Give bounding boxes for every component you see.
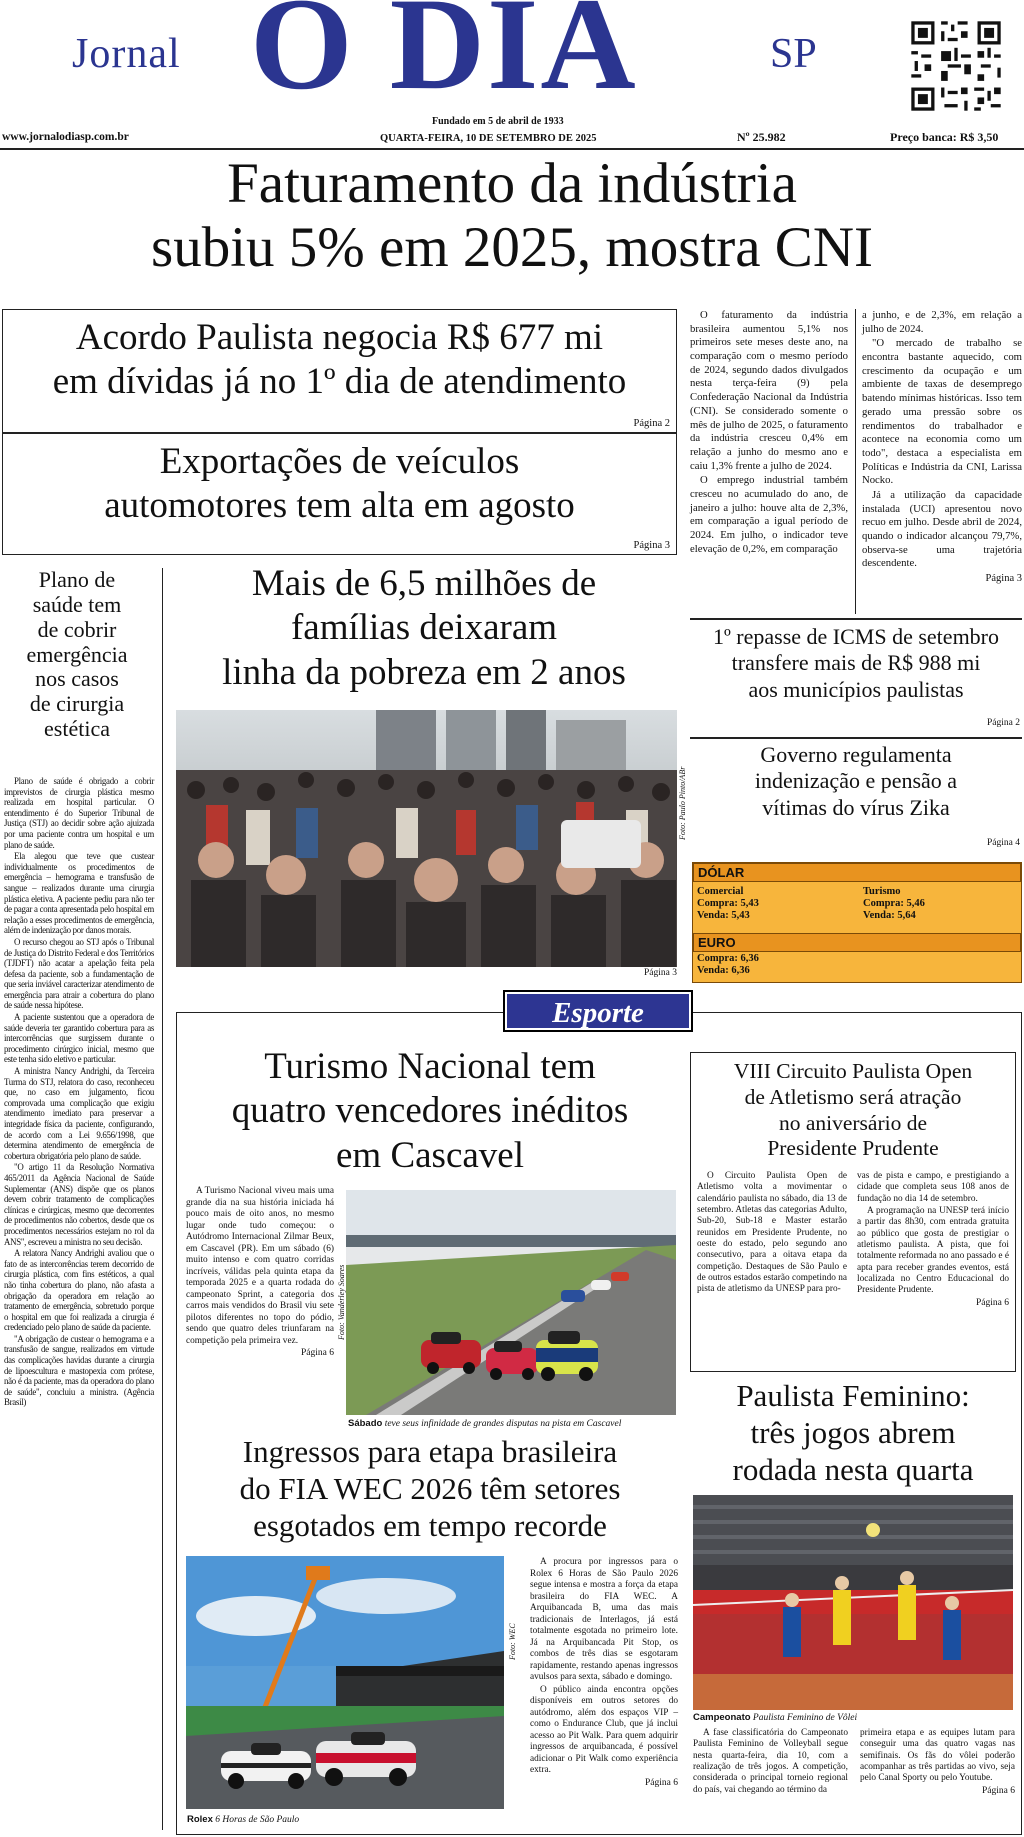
qr-code-icon <box>908 18 1004 114</box>
atletismo-headline-line1: VIII Circuito Paulista Open <box>733 1059 973 1083</box>
wec-headline[interactable] <box>180 1434 680 1545</box>
plano-column-divider <box>162 568 163 1830</box>
turismo-photo <box>346 1190 676 1415</box>
feminino-headline-line3: rodada nesta quarta <box>732 1451 974 1487</box>
turismo-headline-line3: em Cascavel <box>336 1134 524 1176</box>
plano-paragraph: A relatora Nancy Andrighi avaliou que o fato de as intercorrências terem decorrido de cirurgia plástica, com fins estéticos, a qual não tinha cobertura do plano, não afasta a obrigação da operadora em relação ao tratamento de emergência, sobretudo porque o hospital em que foi realizada a cirurgia é credenciado pelo plano de saúde da paciente. <box>4 1248 154 1333</box>
qr-code <box>908 18 1004 114</box>
turismo-caption-bold: Sábado <box>348 1418 383 1429</box>
cni-paragraph: O faturamento da indústria brasileira aumentou 5,1% nos primeiros sete meses deste ano, na comparação com o mesmo período de 2024, segundo dados divulgados nesta terça-feira (9) pela Confederação Nacional da Indústria (CNI). Se considerado somente o mês de julho de 2025, o faturamento da indústria cresceu 0,4% em relação a junho do mesmo ano e caiu 1,3% frente a julho de 2024. <box>690 309 848 472</box>
turismo-venda: Venda: 5,64 <box>863 910 916 922</box>
plano-paragraph: "A obrigação de custear o hemograma e a transfusão de sangue, realizados em virtude das complicações havidas durante a cirurgia de lipoescultura e mastopexia com prótese, não é da paciente, mas da operadora do plano de saúde", concluiu a ministra. (Agência Brasil) <box>4 1333 154 1408</box>
turismo-caption-text: teve seus infinidade de grandes disputas na pista em Cascavel <box>384 1419 622 1429</box>
website[interactable]: www.jornalodiasp.com.br <box>2 131 129 143</box>
cni-page: Página 3 <box>985 573 1022 585</box>
atletismo-column-1 <box>697 1171 847 1297</box>
exportacoes-headline-line1: Exportações de veículos <box>159 441 520 482</box>
turismo-body <box>186 1186 334 1360</box>
wec-paragraph: A procura por ingressos para o Rolex 6 Horas de São Paulo 2026 segue intensa e mostra a força da etapa brasileira do FIA WEC. A Arquibancada B, uma das mais tradicionais de Interlagos, já está totalmente esgotada no primeiro lote. Já na Arquibancada Pit Stop, os combos de três dias se esgotaram rapidamente, restando apenas ingressos avulsos para sexta, sábado e domingo. <box>530 1557 678 1683</box>
icms-headline-line2: transfere mais de R$ 988 mi <box>731 650 981 676</box>
cni-paragraph: "O mercado de trabalho se encontra bastante aquecido, com crescimento da ocupação e um ambiente de taxas de desemprego batendo mínimas históricas. Isso tem gerado uma pressão sobre os rendimentos do trabalhador e acontece na economia como um todo", destaca a especialista em Políticas e Indústria da CNI, Larissa Nocko. <box>862 337 1022 487</box>
pobreza-headline-line3: linha da pobreza em 2 anos <box>222 651 626 693</box>
feminino-caption-text: Paulista Feminino de Vôlei <box>752 1713 858 1723</box>
cni-paragraph: a junho, e de 2,3%, em relação a julho de 2024. <box>862 309 1022 335</box>
atletismo-paragraph: O Circuito Paulista Open de Atletismo volta a movimentar o calendário paulista no sábado, dia 13 de setembro. Atletas das categorias Adulto, Sub-20, Sub-18 e Master estarão reunidos em Presidente Prudente, no oeste do estado, pelo segundo ano consecutivo, para a oitava etapa da competição. Destaques de São Paulo e de outros estados estarão competindo na pista de atletismo da UNESP para pro- <box>697 1171 847 1295</box>
euro-venda: Venda: 6,36 <box>697 965 750 977</box>
plano-body <box>4 776 154 1409</box>
icms-headline-line3: aos municípios paulistas <box>748 676 964 702</box>
icms-page: Página 2 <box>987 718 1020 728</box>
plano-headline-line: Plano de <box>38 567 116 592</box>
feminino-column-1 <box>693 1728 848 1797</box>
dolar-turismo <box>863 886 925 922</box>
wec-paragraph: O público ainda encontra opções disponíveis em outros setores do autódromo, além dos espaços VIP – como o Endurance Club, que já inclui acesso ao Pit Walk. Para quem adquirir ingressos de arquibancada, é possível adicionar o Pit Walk como experiência extra. <box>530 1684 678 1776</box>
zika-headline-line2: indenização e pensão a <box>754 768 958 794</box>
comercial-compra: Compra: 5,43 <box>697 898 759 910</box>
cni-paragraph: O emprego industrial também cresceu no acumulado do ano, de janeiro a julho: houve alta de 2,3%, em comparação a igual período de 2024. Em julho, o indicador teve elevação de 0,2%, em comparação <box>690 474 848 555</box>
turismo-headline-line1: Turismo Nacional tem <box>264 1046 596 1087</box>
cni-paragraph: Já a utilização da capacidade instalada (UCI) apresentou novo recuo em julho. Desde abril de 2024, quando o indicador alcançou 79,7%, observa-se uma trajetória descendente. <box>862 488 1022 570</box>
turismo-compra: Compra: 5,46 <box>863 898 925 910</box>
acordo-page: Página 2 <box>633 418 670 429</box>
pobreza-headline[interactable] <box>168 562 680 695</box>
wec-photo-credit: Foto: WEC <box>508 1623 517 1660</box>
plano-paragraph: O recurso chegou ao STJ após o Tribunal de Justiça do Distrito Federal e dos Territórios (TJDFT) não acatar a apelação feita pela defesa da paciente, sob a fundamentação de que seria inviável caracterizar atendimento de emergência para atrair a cobertura do plano de saúde nessa hipótese. <box>4 936 154 1011</box>
plano-headline-line: nos casos <box>35 666 119 692</box>
atletismo-paragraph: vas de pista e campo, e prestigiando a cidade que completa seus 108 anos de fundação no dia 14 de setembro. <box>857 1171 1009 1204</box>
turismo-caption <box>348 1418 678 1429</box>
turismo-headline-line2: quatro vencedores inéditos <box>231 1090 629 1132</box>
wec-caption-bold: Rolex <box>187 1814 213 1825</box>
cni-column-divider <box>855 309 856 614</box>
pobreza-headline-line1: Mais de 6,5 milhões de <box>251 563 597 604</box>
exportacoes-box[interactable] <box>2 433 677 555</box>
masthead-right: SP <box>770 31 817 77</box>
dolar-comercial <box>697 886 759 922</box>
atletismo-box[interactable] <box>690 1052 1016 1372</box>
plano-paragraph: A paciente sustentou que a operadora de saúde deveria ter garantido cobertura para as intercorrências que surgissem durante o procedimento cirúrgico inicial, mesmo que este tenha sido eletivo e particular. <box>4 1012 154 1065</box>
volleyball-photo-icon <box>693 1495 1013 1710</box>
wec-headline-line3: esgotados em tempo recorde <box>253 1507 607 1543</box>
icms-bottom-rule <box>690 737 1022 739</box>
icms-headline-line1: 1º repasse de ICMS de setembro <box>712 624 1000 649</box>
masthead-left: Jornal <box>72 31 181 77</box>
wec-page: Página 6 <box>645 1777 678 1788</box>
turismo-label: Turismo <box>863 886 901 897</box>
masthead-title: O DIA <box>250 0 638 117</box>
founded-text: Fundado em 5 de abril de 1933 <box>432 116 564 127</box>
atletismo-paragraph: A programação na UNESP terá início a partir das 8h30, com entrada gratuita ao público que gosta de prestigiar o atletismo paulista. A pista, que foi totalmente reformada no ano passado e é apta para receber grandes eventos, está localizada no Centro Educacional do Presidente Prudente. <box>857 1205 1009 1296</box>
feminino-caption-bold: Campeonato <box>693 1712 751 1723</box>
icms-headline[interactable] <box>690 624 1022 703</box>
pobreza-photo-credit: Foto: Paulo Pinto/ABr <box>678 766 687 840</box>
pobreza-headline-line2: famílias deixaram <box>290 607 558 649</box>
issue-number: Nº 25.982 <box>737 130 786 144</box>
turismo-page: Página 6 <box>301 1348 334 1359</box>
turismo-headline[interactable] <box>180 1045 680 1178</box>
plano-headline-line: saúde tem <box>32 591 122 617</box>
wec-caption-text: 6 Horas de São Paulo <box>215 1815 300 1825</box>
zika-page: Página 4 <box>987 838 1020 848</box>
feminino-page: Página 6 <box>982 1785 1015 1796</box>
exportacoes-headline-line2: automotores tem alta em agosto <box>104 485 575 527</box>
pobreza-page: Página 3 <box>644 968 677 978</box>
zika-headline[interactable] <box>690 742 1022 821</box>
acordo-headline-line2: em dívidas já no 1º dia de atendimento <box>52 361 627 403</box>
plano-headline-line: emergência <box>26 641 128 667</box>
main-headline <box>0 152 1024 281</box>
acordo-box[interactable] <box>2 309 677 433</box>
crowd-photo-icon <box>176 710 677 967</box>
turismo-paragraph: A Turismo Nacional viveu mais uma grande dia na sua história iniciada há pouco mais de oito anos, no mesmo lugar onde tudo começou: o Autódromo Internacional Zilmar Beux, em Cascavel (PR). Em um sábado (6) muito intenso e com quatro corridas incríveis, válidas pela quinta etapa da temporada 2025 e a quarta rodada do campeonato Sprint, a categoria dos carros mais vendidos do Brasil viu sete pilotos diferentes no topo do pódio, sendo que quatro deles triunfaram na competição pela primeira vez. <box>186 1186 334 1346</box>
masthead-divider <box>0 148 1024 150</box>
price: Preço banca: R$ 3,50 <box>890 130 999 144</box>
atletismo-page: Página 6 <box>976 1297 1009 1308</box>
plano-paragraph: "O artigo 11 da Resolução Normativa 465/2011 da Agência Nacional de Saúde Suplementar (ANS) dispõe que os planos devem cobrir tratamento de complicações clínicas e cirúrgicas, mesmo que decorrentes de procedimentos não cobertos, desde que os procedimentos necessários estejam no rol da ANS", escreveu a ministra no seu decisão. <box>4 1162 154 1247</box>
cni-column-1 <box>690 309 848 557</box>
euro-compra: Compra: 6,36 <box>697 953 759 964</box>
atletismo-headline-line3: no aniversário de <box>778 1110 928 1135</box>
feminino-paragraph: primeira etapa e as equipes lutam para conseguir uma das quatro vagas nas semifinais. Os fãs do vôlei poderão acompanhar as três partidas ao vivo, seja pelo Canal Sporty ou pelo Youtube. <box>860 1728 1015 1784</box>
feminino-paragraph: A fase classificatória do Campeonato Paulista Feminino de Volleyball segue nesta quarta-feira, dia 10, com a realização de três jogos. A competição, considerada o principal torneio regional do país, vai chegando ao término da <box>693 1728 848 1795</box>
plano-headline-line: de cirurgia <box>29 691 125 717</box>
main-headline-line2: subiu 5% em 2025, mostra CNI <box>151 216 873 280</box>
atletismo-headline-line2: de Atletismo será atração <box>744 1084 962 1109</box>
plano-headline[interactable] <box>2 568 152 742</box>
comercial-venda: Venda: 5,43 <box>697 910 750 922</box>
plano-paragraph: A ministra Nancy Andrighi, da Terceira Turma do STJ, relatora do caso, reconheceu que, no caso em julgamento, ficou comprovada uma complicação que exigiu atendimento imediato para preservar a integridade física da paciente, configurando, de acordo com a Lei 9.656/1998, que determina atendimento de emergência de cobertura obrigatória pelo plano de saúde. <box>4 1066 154 1161</box>
exportacoes-page: Página 3 <box>633 540 670 551</box>
esporte-label: Esporte <box>503 990 693 1032</box>
plano-headline-line: estética <box>44 716 110 742</box>
pobreza-photo <box>176 710 677 967</box>
wec-race-photo-icon <box>186 1556 504 1809</box>
euro-values <box>697 953 759 977</box>
main-headline-line1: Faturamento da indústria <box>227 152 797 215</box>
atletismo-column-2 <box>857 1171 1009 1309</box>
feminino-headline-line2: três jogos abrem <box>750 1414 956 1450</box>
issue-date: QUARTA-FEIRA, 10 DE SETEMBRO DE 2025 <box>380 133 597 144</box>
turismo-photo-credit: Foto: Vanderley Soares <box>337 1264 346 1340</box>
cni-bottom-rule <box>690 618 1022 620</box>
plano-paragraph: Ela alegou que teve que custear individualmente os procedimentos de emergência – hemograma e transfusão de sangue – realizados durante uma cirurgia plástica eletiva. A paciente pediu para não ter de pagar a conta apresentada pelo hospital em relação a esses procedimentos de emergência, além de indenização por danos morais. <box>4 851 154 936</box>
comercial-label: Comercial <box>697 886 744 897</box>
feminino-headline-line1: Paulista Feminino: <box>736 1378 970 1413</box>
dolar-header: DÓLAR <box>693 863 1021 882</box>
feminino-column-2 <box>860 1728 1015 1797</box>
wec-headline-line2: do FIA WEC 2026 têm setores <box>239 1470 621 1506</box>
atletismo-headline-line4: Presidente Prudente <box>767 1136 939 1161</box>
feminino-headline[interactable] <box>690 1378 1016 1489</box>
wec-caption <box>187 1814 505 1825</box>
wec-headline-line1: Ingressos para etapa brasileira <box>242 1434 618 1469</box>
currency-box <box>692 862 1022 983</box>
plano-headline-line: de cobrir <box>37 616 117 642</box>
feminino-caption <box>693 1712 1013 1723</box>
zika-headline-line1: Governo regulamenta <box>760 742 952 767</box>
zika-headline-line3: vítimas do vírus Zika <box>762 794 950 820</box>
feminino-photo <box>693 1495 1013 1710</box>
euro-header: EURO <box>693 933 1021 952</box>
race-cars-photo-icon <box>346 1190 676 1415</box>
plano-paragraph: Plano de saúde é obrigado a cobrir imprevistos de cirurgia plástica mesmo realizada em hospital particular. O entendimento é do Superior Tribunal de Justiça (STJ) ao decidir sobre ação ajuizada por uma paciente contra um hospital e um plano de saúde. <box>4 776 154 850</box>
wec-body <box>530 1557 678 1790</box>
wec-photo <box>186 1556 504 1809</box>
acordo-headline-line1: Acordo Paulista negocia R$ 677 mi <box>75 317 604 358</box>
cni-column-2 <box>862 309 1022 586</box>
